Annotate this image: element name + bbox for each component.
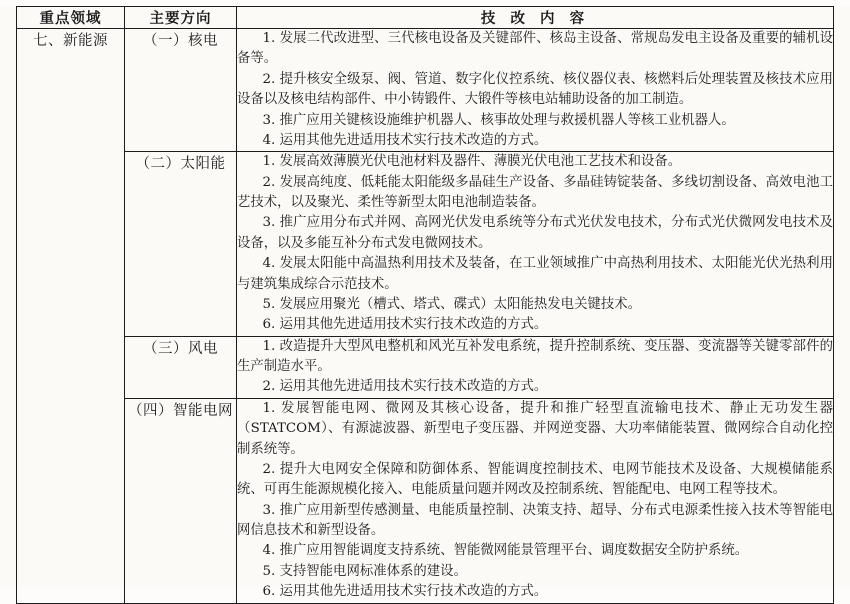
content-item: 1. 发展高效薄膜光伏电池材料及器件、薄膜光伏电池工艺技术和设备。 [262, 154, 682, 170]
content-cell [237, 29, 834, 152]
table-row [17, 152, 834, 336]
content-item: 3. 推广应用分布式并网、高网光伏发电系统等分布式光伏发电技术，分布式光伏微网发电技术及设备，以及多能互补分布式发电微网技术。 [237, 215, 833, 251]
content-item: 4. 发展太阳能中高温热利用技术及装备，在工业领域推广中高热利用技术、太阳能光伏光热利用与建筑集成综合示范技术。 [237, 256, 833, 292]
content-item: 5. 发展应用聚光（槽式、塔式、碟式）太阳能热发电关键技术。 [262, 296, 642, 312]
content-item: 5. 支持智能电网标准体系的建设。 [262, 563, 467, 579]
area-cell: 七、新能源 [17, 29, 125, 604]
header-area: 重点领域 [17, 7, 125, 29]
table-header-row [17, 7, 834, 29]
content-item: 3. 推广应用新型传感测量、电能质量控制、决策支持、超导、分布式电源柔性接入技术等智能电网信息技术和新型设备。 [237, 502, 833, 538]
direction-cell: （三）风电 [125, 336, 237, 398]
tech-upgrade-table [16, 6, 834, 604]
document-page [0, 6, 850, 600]
header-direction: 主要方向 [125, 7, 237, 29]
direction-cell: （一）核电 [125, 29, 237, 152]
content-item: 3. 推广应用关键核设施维护机器人、核事故处理与救援机器人等核工业机器人。 [262, 112, 735, 128]
content-item: 1. 发展二代改进型、三代核电设备及关键部件、核岛主设备、常规岛发电主设备及重要的辅机设备等。 [237, 31, 833, 67]
content-item: 2. 提升大电网安全保障和防御体系、智能调度控制技术、电网节能技术及设备、大规模储能系统、可再生能源规模化接入、电能质量问题并网改及控制系统、智能配电、电网工程等技术。 [237, 461, 833, 498]
content-cell [237, 398, 834, 603]
content-item: 2. 提升核安全级泵、阀、管道、数字化仪控系统、核仪器仪表、核燃料后处理装置及核技术应用设备以及核电结构部件、中小铸锻件、大锻件等核电站辅助设备的加工制造。 [237, 71, 833, 108]
content-cell [237, 152, 834, 336]
table-row [17, 336, 834, 398]
content-item: 6. 运用其他先进适用技术实行技术改造的方式。 [262, 317, 548, 333]
content-item: 1. 改造提升大型风电整机和风光互补发电系统，提升控制系统、变压器、变流器等关键零部件的生产制造水平。 [237, 338, 833, 374]
content-item: 2. 运用其他先进适用技术实行技术改造的方式。 [262, 379, 548, 395]
content-item: 4. 推广应用智能调度支持系统、智能微网能景管理平台、调度数据安全防护系统。 [262, 543, 749, 559]
direction-cell: （二）太阳能 [125, 152, 237, 336]
table-row [17, 29, 834, 152]
header-content: 技 改 内 容 [237, 7, 834, 29]
content-item: 2. 发展高纯度、低耗能太阳能级多晶硅生产设备、多晶硅铸锭装备、多线切割设备、高效电池工艺技术，以及聚光、柔性等新型太阳电池制造装备。 [237, 174, 833, 210]
content-item: 6. 运用其他先进适用技术实行技术改造的方式。 [262, 584, 548, 600]
content-cell [237, 336, 834, 398]
direction-cell: （四）智能电网 [125, 398, 237, 603]
table-row [17, 398, 834, 603]
content-item: 1. 发展智能电网、微网及其核心设备，提升和推广轻型直流输电技术、静止无功发生器（STATCOM）、有源滤波器、新型电子变压器、并网逆变器、大功率储能装置、微网综合自动化控制系统等。 [237, 400, 833, 457]
content-item: 4. 运用其他先进适用技术实行技术改造的方式。 [262, 132, 548, 148]
